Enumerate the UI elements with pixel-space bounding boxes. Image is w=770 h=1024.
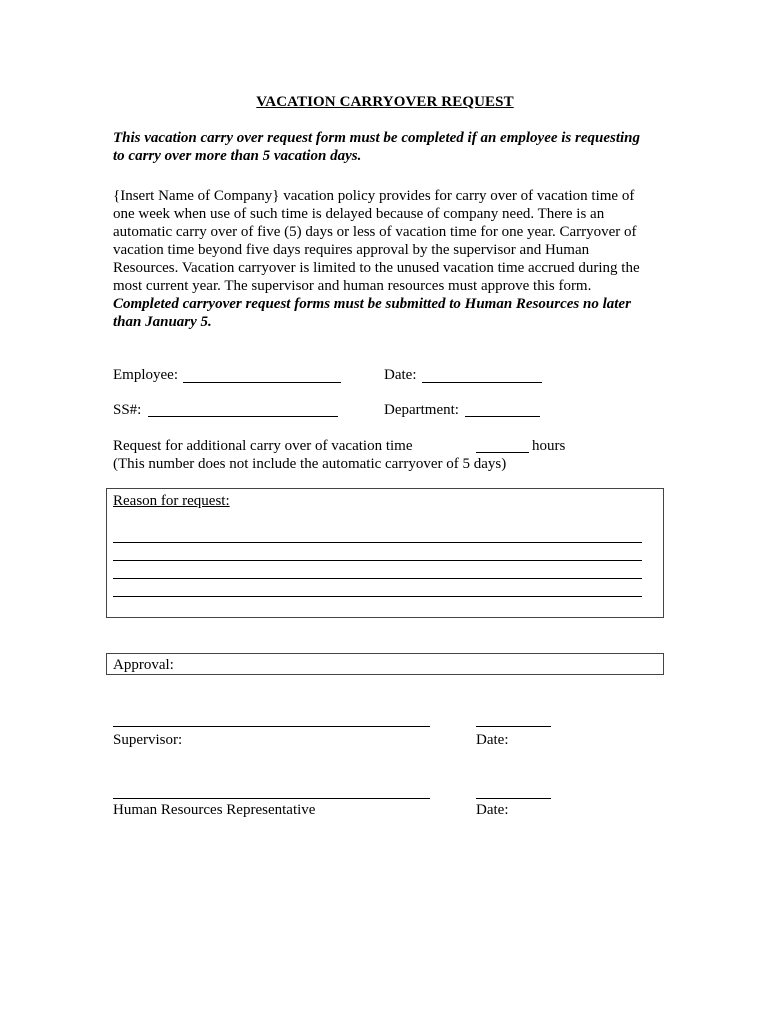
- policy-line: most current year. The supervisor and human resources must approve this form.: [113, 278, 592, 294]
- hr-date-label: Date:: [476, 802, 509, 818]
- reason-line[interactable]: [113, 596, 642, 597]
- hr-representative-label: Human Resources Representative: [113, 802, 316, 818]
- approval-label: Approval:: [113, 657, 174, 673]
- employee-label: Employee:: [113, 367, 178, 383]
- supervisor-date-field[interactable]: [476, 726, 551, 727]
- intro-text: [113, 129, 653, 165]
- policy-line: Resources. Vacation carryover is limited to the unused vacation time accrued during the: [113, 260, 640, 276]
- hr-signature-field[interactable]: [113, 798, 430, 799]
- employee-field[interactable]: [183, 382, 341, 383]
- date-field[interactable]: [422, 382, 542, 383]
- request-note: (This number does not include the automatic carryover of 5 days): [113, 456, 507, 472]
- supervisor-label: Supervisor:: [113, 732, 183, 748]
- intro-line: This vacation carry over request form must be completed if an employee is requesting: [113, 130, 641, 146]
- supervisor-date-label: Date:: [476, 732, 509, 748]
- reason-line[interactable]: [113, 578, 642, 579]
- ss-field[interactable]: [148, 416, 338, 417]
- policy-line: vacation time beyond five days requires approval by the supervisor and Human: [113, 242, 590, 258]
- supervisor-signature-field[interactable]: [113, 726, 430, 727]
- hours-label: hours: [532, 438, 566, 454]
- request-label: Request for additional carry over of vacation time: [113, 438, 413, 454]
- policy-line: one week when use of such time is delayed because of company need. There is an: [113, 206, 605, 222]
- department-label: Department:: [384, 402, 459, 418]
- form-title: VACATION CARRYOVER REQUEST: [256, 94, 514, 110]
- reason-line[interactable]: [113, 542, 642, 543]
- ss-label: SS#:: [113, 402, 142, 418]
- department-field[interactable]: [465, 416, 540, 417]
- policy-line: {Insert Name of Company} vacation policy provides for carry over of vacation time of: [113, 188, 635, 204]
- intro-line: to carry over more than 5 vacation days.: [113, 148, 362, 164]
- hr-date-field[interactable]: [476, 798, 551, 799]
- policy-deadline-line: Completed carryover request forms must be submitted to Human Resources no later: [113, 296, 631, 312]
- policy-line: automatic carry over of five (5) days or less of vacation time for one year. Carryover of: [113, 224, 637, 240]
- policy-deadline-line: than January 5.: [113, 314, 212, 330]
- policy-text: [113, 187, 658, 331]
- approval-box: [106, 653, 664, 675]
- reason-label: Reason for request:: [113, 493, 230, 509]
- hours-field[interactable]: [476, 452, 529, 453]
- reason-line[interactable]: [113, 560, 642, 561]
- date-label: Date:: [384, 367, 417, 383]
